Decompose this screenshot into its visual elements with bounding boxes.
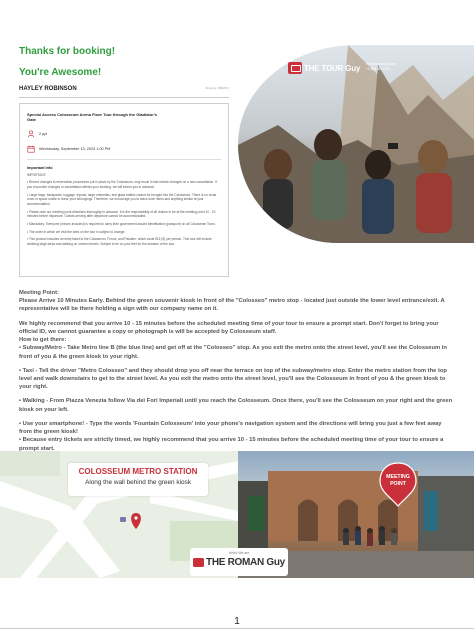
logo-brand: THE ROMAN Guy (206, 557, 285, 568)
tour-date: Wednesday, September 13, 2023 1:00 PM (39, 146, 111, 151)
info-line: • Large bags, backpacks, luggage, tripods, large umbrellas, and glass bottles cannot be brought into the Colosseum. There is no cloak room or space onsite to leave your belongings. Therefore, we encourage you to leave such items and anything similar at your accommodation. (27, 192, 217, 206)
meeting-heading: Meeting Point: (19, 290, 59, 296)
meeting-subheading: How to get there: (19, 337, 67, 344)
logo-brand: THE TOUR Guy (304, 63, 361, 73)
divider (0, 628, 474, 629)
info-line: • The order in which we visit the sites on the tour is subject to change. (27, 229, 126, 234)
meeting-text: • Because entry tickets are strictly timed, we highly recommend that you arrive 10 - 15 minutes before the scheduled meeting time of your tour to ensure a prompt start. (19, 437, 444, 452)
ticket-card (19, 103, 229, 277)
customer-name: HAYLEY ROBINSON (19, 86, 77, 92)
meeting-text: • Use your smartphone! - Type the words 'Fountain Colosseum' into your phone's navigation system and the directions will bring you just a few feet away from the green kiosk! (19, 420, 442, 436)
divider (19, 97, 229, 98)
thanks-header (19, 44, 115, 86)
meeting-text: • Subway/Metro - Take Metro line B (the blue line) and get off at the "Colosseo" stop. As you exit the metro onto the street level, you'll see the Colosseum in front of you & the green kiosk to your right. (19, 345, 447, 360)
info-line: • Please note our meeting point directions thoroughly in advance. It is the responsibility of all visitors to be at the meeting point 10 - 15 minutes before departure. Guests arriving after departure cannot be accommodated. (27, 209, 216, 219)
guests-row (27, 130, 221, 138)
customer-header (19, 86, 229, 98)
logo-contact (366, 62, 396, 72)
meeting-text: • Taxi - Tell the driver "Metro Colosseo" and they should drop you off near the terrace on top of the subway/metro stop. Enter the metro station from the top level and walk downstairs to get to the street level. As you exit the metro onto the street level, you'll see the Colosseum in front of you & the green kiosk to your right. (19, 367, 447, 391)
info-line: • Recent changes to reservation procedures put in place by the Colosseum, may result in last minute changes on a new cancellation. If you encounter changes or cancellation affects your booking, we will inform you in advance. (27, 180, 217, 190)
guests-count: 2 ppl (39, 131, 48, 136)
meeting-instructions (19, 289, 455, 453)
contact-phone[interactable]: +1 888 555 0199 (366, 67, 391, 72)
info-list (27, 173, 221, 247)
info-line: IMPORTANT: (27, 172, 47, 177)
logo-icon (288, 62, 302, 74)
guests-icon (27, 130, 35, 138)
logo-icon (193, 558, 204, 567)
station-label (68, 463, 208, 496)
divider (27, 159, 221, 160)
logo-hello: Hello! We are (228, 551, 250, 555)
roman-guy-logo (190, 548, 288, 576)
info-line: • Mandatory: Everyone (minors included) is required to carry their government-issued identification (passport) on all Colosseum Tours. (27, 221, 216, 226)
meeting-text: Please Arrive 10 Minutes Early. Behind the green souvenir kiosk in front of the "Colosseo" metro stop - located just outside the lower level entrance/exit. A representative will be there holding a sign with our company name on it. (19, 298, 445, 313)
thanks-line-2: You're Awesome! (19, 67, 102, 78)
tour-guy-logo (288, 62, 408, 82)
tour-name: Special Access Colosseum Arena Floor Tour through the Gladiator's Gate (27, 112, 157, 123)
calendar-icon (27, 145, 35, 153)
date-row (27, 145, 221, 153)
station-title: COLOSSEUM METRO STATION (78, 467, 198, 476)
page-number: 1 (234, 616, 240, 627)
station-subtitle: Along the wall behind the green kiosk (85, 479, 191, 486)
booking-ref: Booking: BBE870 (205, 86, 229, 90)
meeting-text: We highly recommend that you arrive 10 - 15 minutes before the scheduled meeting time of your tour to ensure a prompt start. Don't forget to bring your official ID, we cannot guarantee a copy or photograph is will be accepted by Colosseum staff. (19, 320, 439, 335)
meeting-point-label: MEETING POINT (386, 474, 410, 487)
contact-email[interactable]: info@thetourguy.com (366, 62, 397, 66)
meeting-text: • Walking - From Piazza Venezia follow Via dei Fori Imperiali until you reach the Colosseum. Once there, you'll see the Colosseum on your right and the green kiosk on your left. (19, 398, 453, 413)
info-heading: Important Info (27, 165, 53, 170)
thanks-line-1: Thanks for booking! (19, 46, 116, 57)
info-line: • This product includes an entry ticket to the Colosseum, Forum, and Palatine, which costs €16 (€) per person. This tour will include climbing large steps and walking on uneven terrain. Subject to be on your feet for the duration of the tour. (27, 237, 212, 246)
